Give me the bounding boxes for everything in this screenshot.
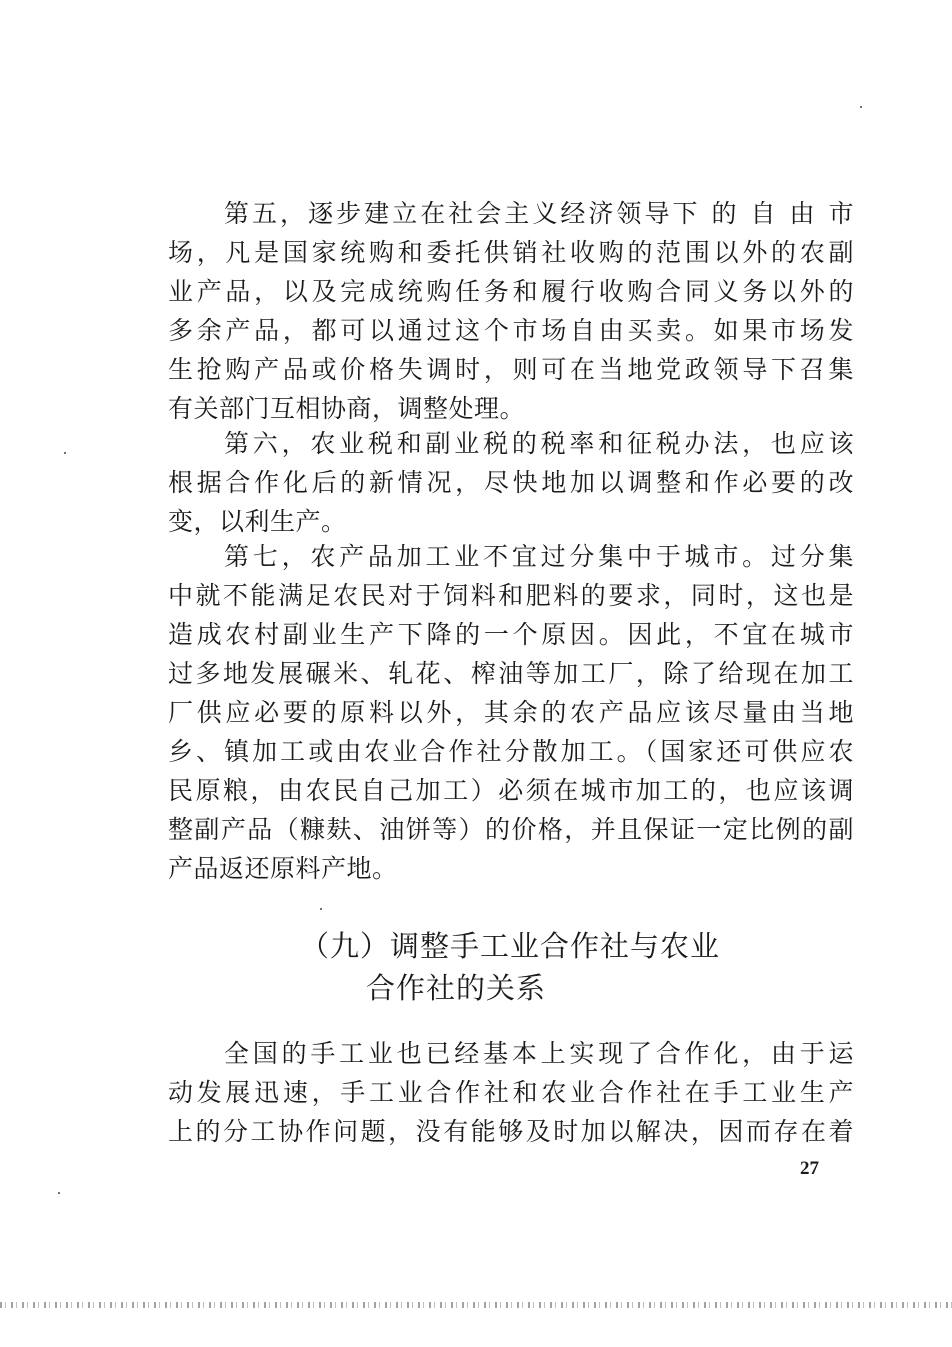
text-line: 根据合作化后的新情况，尽快地加以调整和作必要的改 [168, 468, 854, 497]
scan-speck [64, 452, 66, 454]
text-line: 动发展迅速，手工业合作社和农业合作社在手工业生产 [168, 1078, 854, 1107]
text-line: 生抢购产品或价格失调时，则可在当地党政领导下召集 [168, 355, 854, 384]
text-line: 造成农村副业生产下降的一个原因。因此，不宜在城市 [168, 620, 854, 649]
paragraph-seventh [168, 537, 854, 888]
section-heading-line-1: （九）调整手工业合作社与农业 [300, 929, 721, 963]
scan-artifact-edge [0, 1302, 952, 1308]
text-line: 厂供应必要的原料以外，其余的农产品应该尽量由当地 [168, 698, 854, 727]
text-line: 中就不能满足农民对于饲料和肥料的要求，同时，这也是 [168, 581, 854, 610]
text-line: 第七，农产品加工业不宜过分集中于城市。过分集 [224, 542, 854, 571]
page-number: 27 [800, 1158, 819, 1179]
scan-speck [58, 1192, 60, 1194]
text-line: 过多地发展碾米、轧花、榨油等加工厂，除了给现在加工 [168, 659, 854, 688]
text-line: 有关部门互相协商，调整处理。 [168, 394, 526, 423]
text-line: 变，以利生产。 [168, 507, 347, 536]
text-line: 产品返还原料产地。 [168, 854, 398, 883]
text-line: 上的分工协作问题，没有能够及时加以解决，因而存在着 [168, 1117, 854, 1146]
paragraph-sixth [168, 424, 854, 541]
section-heading-line-2: 合作社的关系 [366, 971, 547, 1005]
scan-speck [320, 908, 322, 910]
text-line: 全国的手工业也已经基本上实现了合作化，由于运 [224, 1039, 854, 1068]
paragraph-handicraft [168, 1034, 854, 1151]
scan-speck [860, 106, 862, 108]
text-line: 第五，逐步建立在社会主义经济领导下 的 自 由 市 [224, 199, 854, 228]
text-line: 整副产品（糠麸、油饼等）的价格，并且保证一定比例的副 [168, 815, 854, 844]
text-line: 乡、镇加工或由农业合作社分散加工。（国家还可供应农 [168, 737, 854, 766]
text-line: 民原粮，由农民自己加工）必须在城市加工的，也应该调 [168, 776, 854, 805]
text-line: 第六，农业税和副业税的税率和征税办法，也应该 [224, 429, 854, 458]
text-line: 场，凡是国家统购和委托供销社收购的范围以外的农副 [168, 238, 854, 267]
paragraph-fifth [168, 194, 854, 428]
text-line: 多余产品，都可以通过这个市场自由买卖。如果市场发 [168, 316, 854, 345]
text-line: 业产品，以及完成统购任务和履行收购合同义务以外的 [168, 277, 854, 306]
